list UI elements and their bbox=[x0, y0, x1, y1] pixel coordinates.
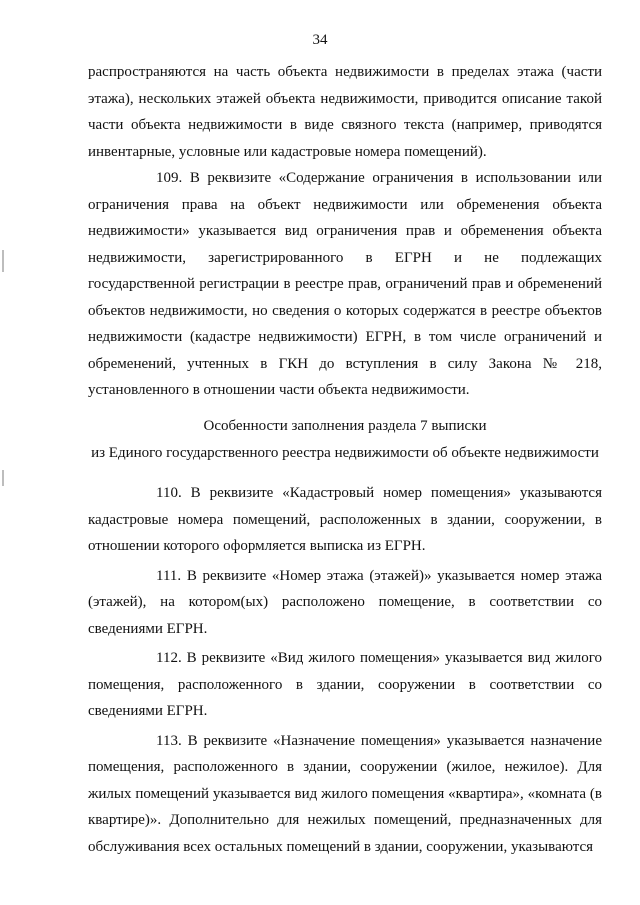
paragraph-110: 110. В реквизите «Кадастровый номер помещения» указываются кадастровые номера помещений, расположенных в здании, сооружении, в отношении которого оформляется выписка из ЕГРН. bbox=[88, 485, 602, 554]
paragraph-continuation: распространяются на часть объекта недвижимости в пределах этажа (части этажа), нескольких этажей объекта недвижимости, приводится описание такой части объекта недвижимости в виде связного текста (например, приводятся инвентарные, условные или кадастровые номера помещений). bbox=[88, 64, 602, 160]
paragraph-112: 112. В реквизите «Вид жилого помещения» указывается вид жилого помещения, расположенного в здании, сооружении в соответствии со сведениями ЕГРН. bbox=[88, 650, 602, 719]
body-text-lower bbox=[88, 480, 602, 860]
scan-edge-mark bbox=[2, 470, 4, 486]
paragraph-109: 109. В реквизите «Содержание ограничения в использовании или ограничения права на объект недвижимости или обременения объекта недвижимости» указывается вид ограничения прав и обременения объекта недвижимости, зарегистрированного в ЕГРН и не подлежащих государственной регистрации в реестре прав, ограничений прав и обременений объектов недвижимости, но сведения о которых содержатся в реестре объектов недвижимости (кадастре недвижимости) ЕГРН, в том числе ограничений и обременений, учтенных в ГКН до вступления в силу Закона № 218, установленного в отношении части объекта недвижимости. bbox=[88, 170, 602, 398]
section-heading-line-2: из Единого государственного реестра недвижимости об объекте недвижимости bbox=[91, 445, 599, 461]
section-heading-line-1: Особенности заполнения раздела 7 выписки bbox=[203, 418, 487, 434]
paragraph-111: 111. В реквизите «Номер этажа (этажей)» указывается номер этажа (этажей), на котором(ых) расположено помещение, в соответствии со сведениями ЕГРН. bbox=[88, 567, 602, 637]
page-number: 34 bbox=[312, 32, 328, 48]
scan-edge-mark bbox=[2, 250, 4, 272]
paragraph-113: 113. В реквизите «Назначение помещения» указывается назначение помещения, расположенного в здании, сооружении (жилое, нежилое). Для жилых помещений указывается вид жилого помещения «квартира», «комната (в квартире)». Дополнительно для нежилых помещений, предназначенных для обслуживания всех остальных помещений в здании, сооружении, указываются bbox=[88, 732, 602, 855]
section-heading bbox=[88, 413, 602, 467]
body-text-upper bbox=[88, 59, 602, 404]
